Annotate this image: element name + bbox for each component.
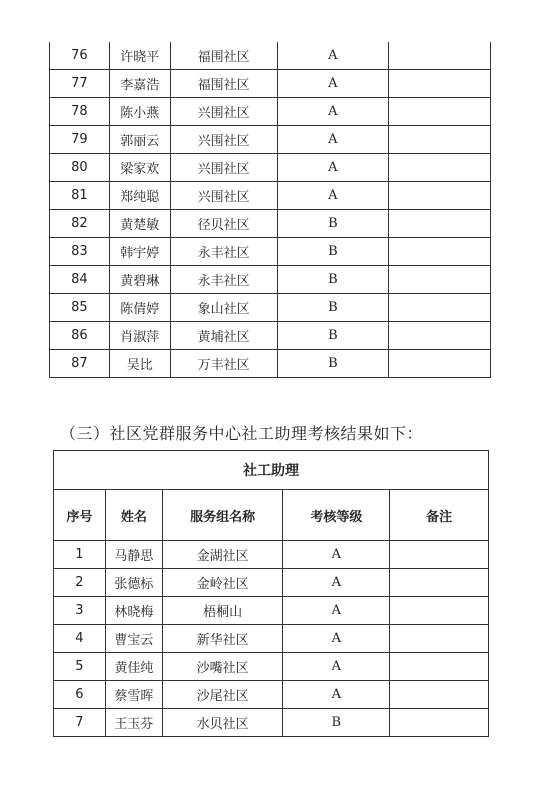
- cell-name: 王玉芬: [105, 709, 162, 737]
- cell-number: 2: [54, 569, 106, 597]
- cell-grade: B: [283, 709, 390, 737]
- cell-name: 黄佳纯: [105, 653, 162, 681]
- cell-group: 梧桐山: [162, 597, 283, 625]
- cell-name: 张德标: [105, 569, 162, 597]
- cell-number: 76: [50, 42, 110, 70]
- table-row: [50, 238, 491, 266]
- cell-note: [389, 350, 491, 378]
- cell-number: 1: [54, 541, 106, 569]
- cell-number: 81: [50, 182, 110, 210]
- cell-note: [389, 42, 491, 70]
- cell-number: 82: [50, 210, 110, 238]
- cell-number: 79: [50, 126, 110, 154]
- cell-name: 马静思: [105, 541, 162, 569]
- cell-grade: B: [277, 266, 389, 294]
- table-row: [54, 709, 489, 737]
- table-header-row: [54, 490, 489, 541]
- cell-group: 永丰社区: [170, 266, 277, 294]
- cell-note: [389, 182, 491, 210]
- cell-group: 沙尾社区: [162, 681, 283, 709]
- table-row: [50, 182, 491, 210]
- cell-group: 径贝社区: [170, 210, 277, 238]
- cell-grade: A: [277, 42, 389, 70]
- cell-number: 4: [54, 625, 106, 653]
- cell-name: 蔡雪晖: [105, 681, 162, 709]
- cell-group: 兴围社区: [170, 98, 277, 126]
- table-title: 社工助理: [54, 451, 489, 490]
- cell-number: 83: [50, 238, 110, 266]
- cell-note: [389, 210, 491, 238]
- table-row: [54, 569, 489, 597]
- cell-group: 沙嘴社区: [162, 653, 283, 681]
- cell-number: 77: [50, 70, 110, 98]
- cell-group: 象山社区: [170, 294, 277, 322]
- cell-number: 84: [50, 266, 110, 294]
- table-row: [50, 350, 491, 378]
- cell-group: 金湖社区: [162, 541, 283, 569]
- table-row: [50, 126, 491, 154]
- cell-name: 梁家欢: [109, 154, 170, 182]
- cell-grade: B: [277, 238, 389, 266]
- cell-group: 新华社区: [162, 625, 283, 653]
- cell-note: [390, 653, 489, 681]
- table-row: [50, 294, 491, 322]
- section-heading: （三）社区党群服务中心社工助理考核结果如下：: [60, 424, 424, 443]
- table-row: [50, 70, 491, 98]
- cell-grade: B: [277, 350, 389, 378]
- table-row: [50, 98, 491, 126]
- cell-note: [389, 294, 491, 322]
- cell-number: 5: [54, 653, 106, 681]
- cell-name: 韩宇婷: [109, 238, 170, 266]
- table-row: [54, 653, 489, 681]
- cell-name: 肖淑萍: [109, 322, 170, 350]
- cell-grade: A: [277, 182, 389, 210]
- cell-grade: A: [277, 126, 389, 154]
- cell-group: 万丰社区: [170, 350, 277, 378]
- table-row: [50, 42, 491, 70]
- cell-number: 80: [50, 154, 110, 182]
- table-title-row: [54, 451, 489, 490]
- cell-number: 6: [54, 681, 106, 709]
- cell-note: [390, 541, 489, 569]
- cell-name: 陈倩婷: [109, 294, 170, 322]
- cell-grade: A: [283, 541, 390, 569]
- cell-group: 水贝社区: [162, 709, 283, 737]
- results-table-body: [50, 42, 491, 378]
- header-group: 服务组名称: [162, 490, 283, 541]
- cell-group: 金岭社区: [162, 569, 283, 597]
- cell-number: 85: [50, 294, 110, 322]
- cell-note: [389, 266, 491, 294]
- results-table-continued: [49, 42, 491, 378]
- cell-number: 87: [50, 350, 110, 378]
- table-row: [54, 541, 489, 569]
- cell-grade: A: [277, 98, 389, 126]
- cell-grade: B: [277, 210, 389, 238]
- header-number: 序号: [54, 490, 106, 541]
- table-row: [50, 154, 491, 182]
- cell-number: 7: [54, 709, 106, 737]
- table-row: [54, 681, 489, 709]
- cell-name: 郭丽云: [109, 126, 170, 154]
- cell-group: 兴围社区: [170, 182, 277, 210]
- cell-grade: B: [277, 294, 389, 322]
- cell-grade: A: [283, 681, 390, 709]
- cell-name: 黄楚敏: [109, 210, 170, 238]
- cell-grade: A: [277, 70, 389, 98]
- cell-note: [389, 238, 491, 266]
- cell-grade: A: [283, 653, 390, 681]
- cell-grade: A: [283, 597, 390, 625]
- cell-name: 曹宝云: [105, 625, 162, 653]
- table-row: [54, 625, 489, 653]
- cell-number: 86: [50, 322, 110, 350]
- cell-name: 李嘉浩: [109, 70, 170, 98]
- header-note: 备注: [390, 490, 489, 541]
- cell-grade: B: [277, 322, 389, 350]
- cell-note: [389, 154, 491, 182]
- table-row: [50, 210, 491, 238]
- social-work-assistant-table: [53, 450, 489, 737]
- cell-name: 郑纯聪: [109, 182, 170, 210]
- cell-number: 78: [50, 98, 110, 126]
- cell-note: [389, 98, 491, 126]
- cell-grade: A: [283, 569, 390, 597]
- cell-name: 陈小燕: [109, 98, 170, 126]
- cell-name: 许晓平: [109, 42, 170, 70]
- cell-number: 3: [54, 597, 106, 625]
- header-name: 姓名: [105, 490, 162, 541]
- cell-note: [390, 709, 489, 737]
- cell-group: 福围社区: [170, 42, 277, 70]
- cell-note: [390, 625, 489, 653]
- cell-group: 兴围社区: [170, 126, 277, 154]
- cell-group: 兴围社区: [170, 154, 277, 182]
- cell-group: 永丰社区: [170, 238, 277, 266]
- cell-grade: A: [283, 625, 390, 653]
- cell-note: [390, 681, 489, 709]
- cell-name: 林晓梅: [105, 597, 162, 625]
- cell-group: 福围社区: [170, 70, 277, 98]
- cell-note: [389, 126, 491, 154]
- cell-note: [390, 597, 489, 625]
- cell-note: [389, 322, 491, 350]
- cell-note: [389, 70, 491, 98]
- cell-note: [390, 569, 489, 597]
- cell-name: 黄碧琳: [109, 266, 170, 294]
- table-row: [50, 266, 491, 294]
- table-row: [50, 322, 491, 350]
- cell-name: 吴比: [109, 350, 170, 378]
- table-row: [54, 597, 489, 625]
- header-grade: 考核等级: [283, 490, 390, 541]
- cell-grade: A: [277, 154, 389, 182]
- cell-group: 黄埔社区: [170, 322, 277, 350]
